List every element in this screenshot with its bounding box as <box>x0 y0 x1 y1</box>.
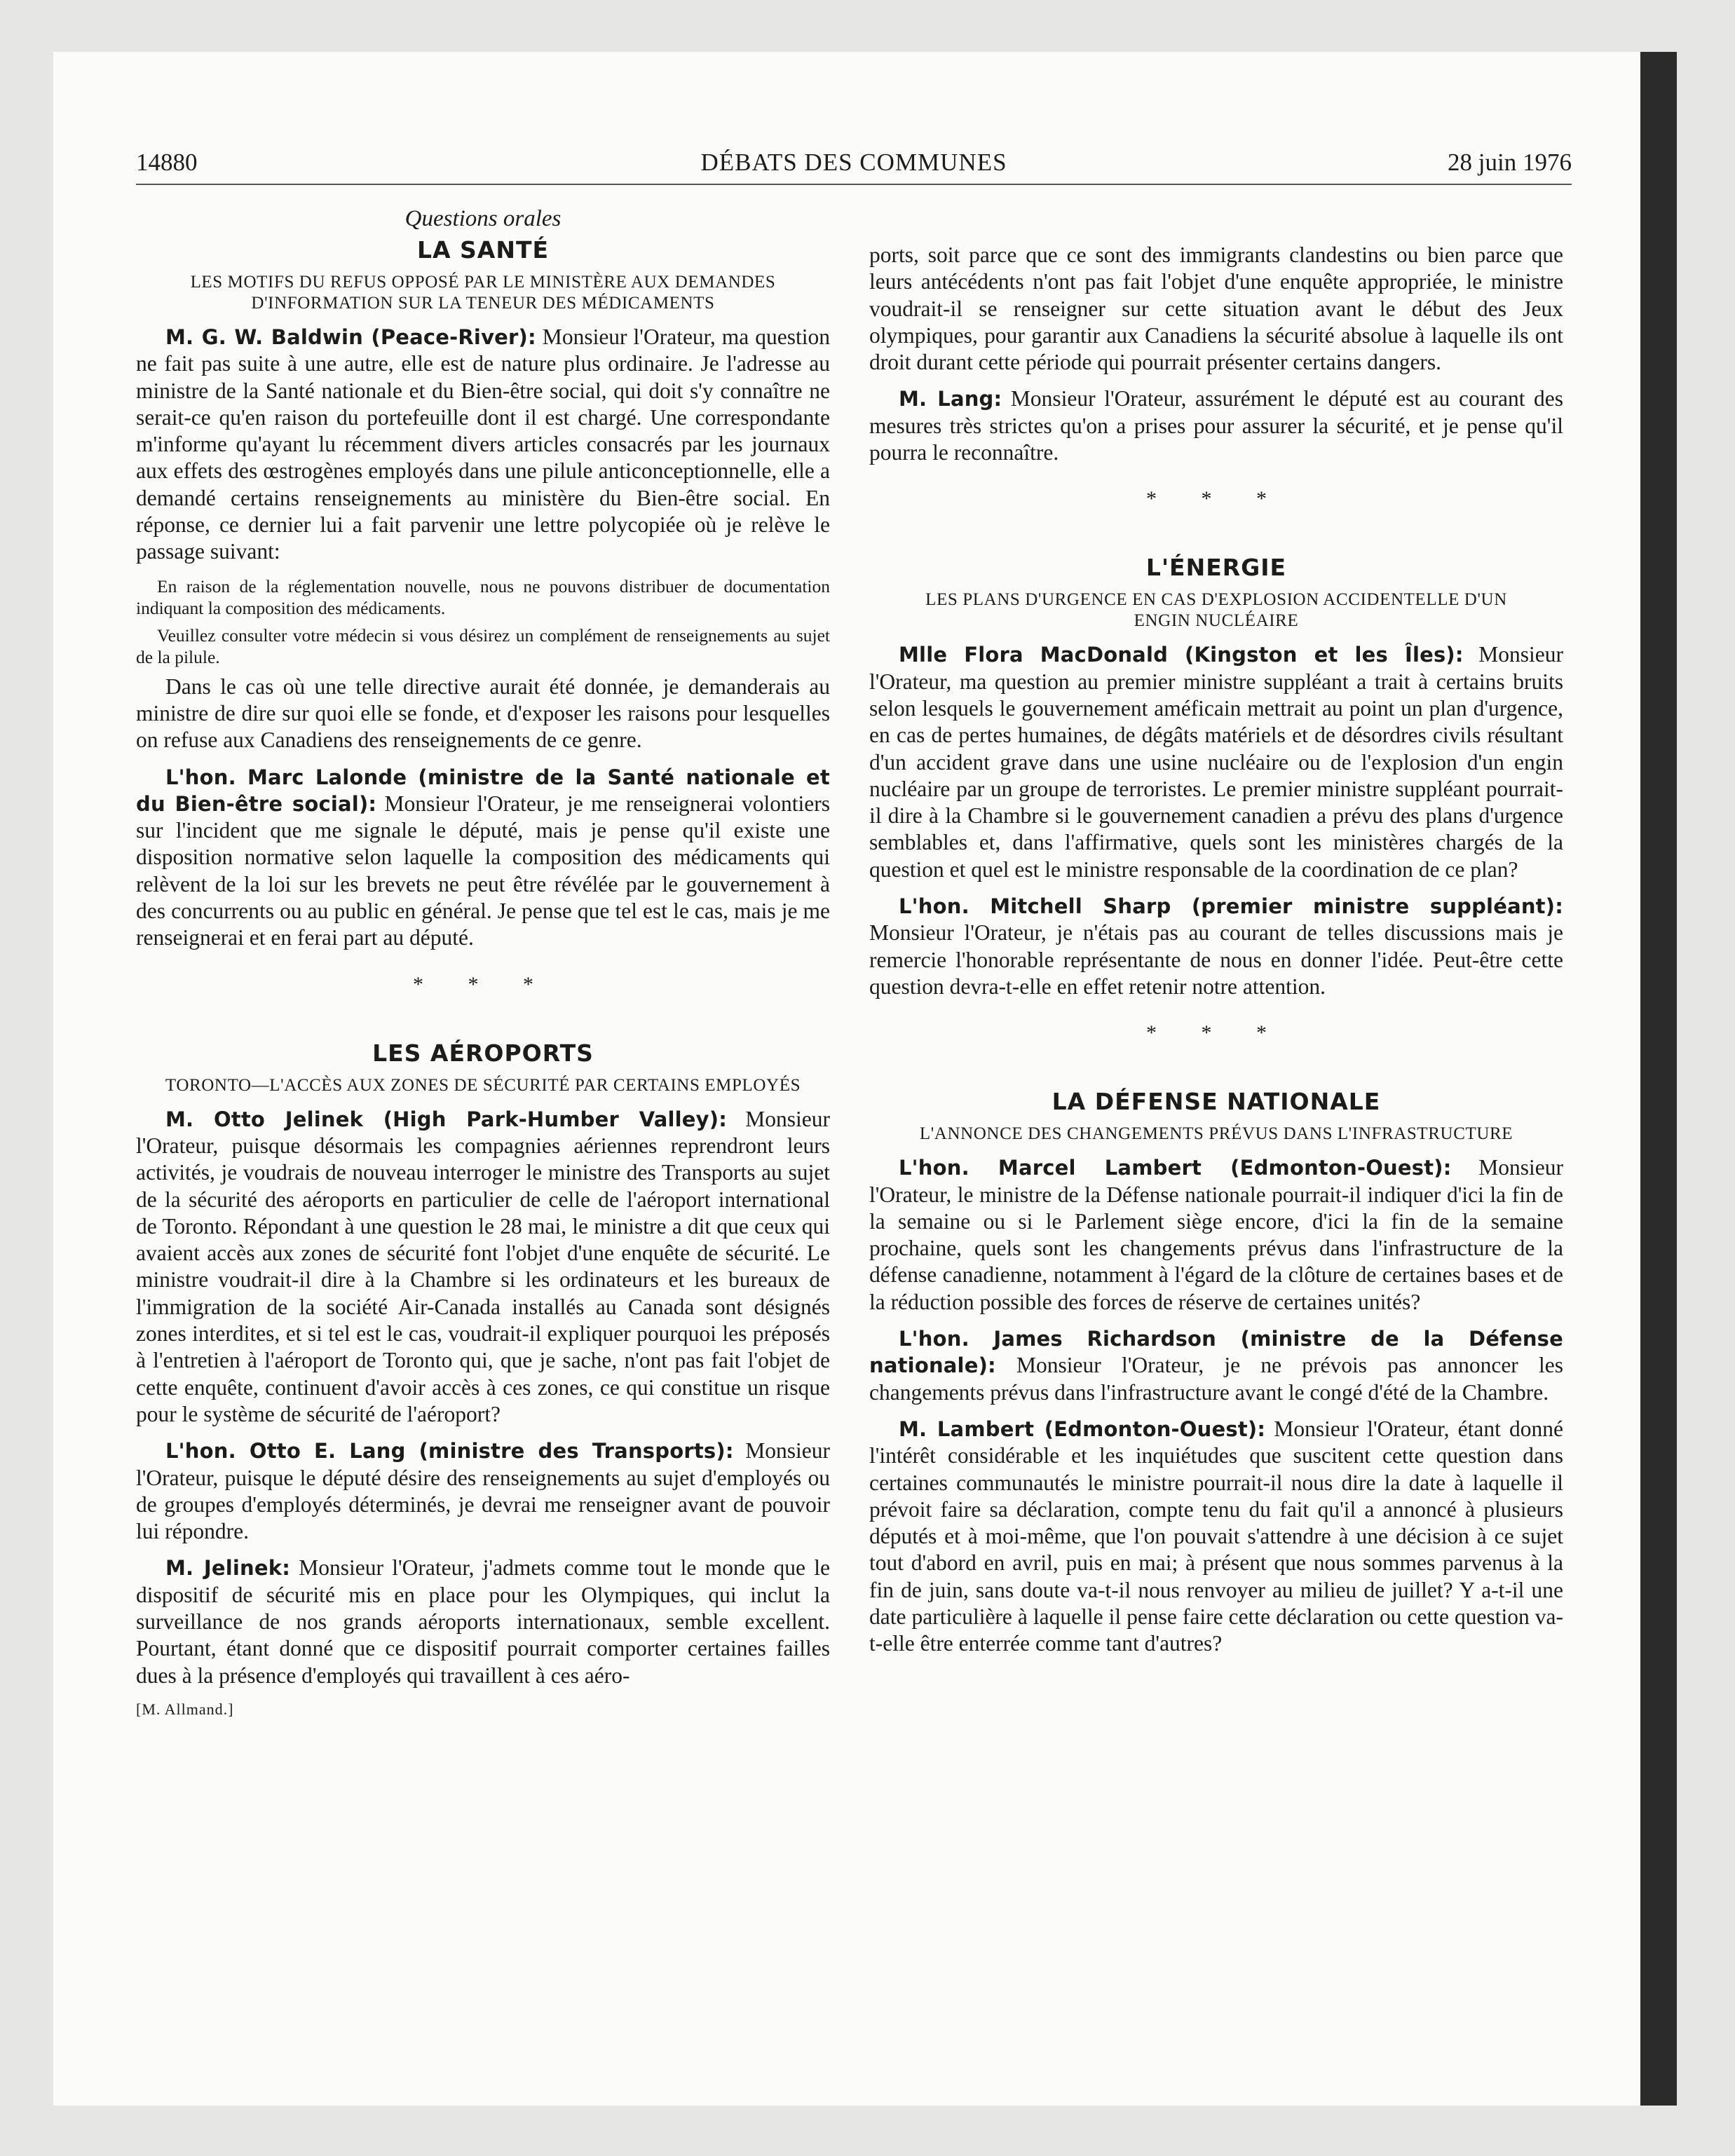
section-title: LA SANTÉ <box>416 236 550 264</box>
speech-paragraph: ports, soit parce que ce sont des immigrants clandestins ou bien parce que leurs antécédents n'ont pas fait l'objet d'une enquête appropriée, le ministre voudrait-il se renseigner sur cette situation avant le début des Jeux olympiques, pour garantir aux Canadiens la sécurité absolue à laquelle ils ont droit durant cette période qui pourrait présenter certains dangers. <box>869 243 1563 375</box>
speech-text: Monsieur l'Orateur, je ne prévois pas annoncer les changements prévus dans l'infrastructure avant le congé d'été de la Chambre. <box>869 1353 1563 1405</box>
section-separator: * * * <box>413 972 553 996</box>
speaker-name: M. G. W. Baldwin (Peace-River): <box>165 325 536 349</box>
quoted-passage: En raison de la réglementation nouvelle, nous ne pouvons distribuer de documentation indiquant la composition des médicaments. <box>136 575 830 618</box>
speech-text: Monsieur l'Orateur, étant donné l'intérêt considérable et les inquiétudes que suscitent cette question dans certaines communautés le ministre pourrait-il nous dire la date à laquelle il prévoit faire sa déclaration, compte tenu du fait qu'il a annoncé à plusieurs députés et à moi-même, que l'on pouvait s'attendre à une décision à ce sujet tout d'abord en avril, puis en mai; à présent que nous sommes parvenus à la fin de juin, sans doute va-t-il nous renvoyer au milieu de juillet? Y a-t-il une date particulière à laquelle il pense faire cette déclaration ou cette question va-t-elle être enterrée comme tant d'autres? <box>869 1416 1563 1656</box>
speaker-name: L'hon. James Richardson (ministre de la Défense nationale): <box>869 1327 1563 1378</box>
section-subtitle: L'ANNONCE DES CHANGEMENTS PRÉVUS DANS L'INFRASTRUCTURE <box>919 1124 1513 1144</box>
section-sante <box>136 236 830 952</box>
speech-text: Monsieur l'Orateur, j'admets comme tout le monde que le dispositif de sécurité mis en place pour les Olympiques, qui inclut la surveillance de nos grands aéroports internationaux, semble excellent. Pourtant, étant donné que ce dispositif pourrait comporter certaines failles dues à la présence d'employés qui travaillent à ces aéro- <box>136 1555 830 1688</box>
speech-paragraph <box>869 641 1563 883</box>
speech-paragraph <box>136 764 830 952</box>
publication-date: 28 juin 1976 <box>1448 149 1572 176</box>
speaker-name: L'hon. Marc Lalonde (ministre de la Santé nationale et du Bien-être social): <box>136 765 830 816</box>
section-subtitle: LES PLANS D'URGENCE EN CAS D'EXPLOSION ACCIDENTELLE D'UN ENGIN NUCLÉAIRE <box>925 590 1507 631</box>
binding-edge <box>1640 52 1677 2106</box>
speech-text: Monsieur l'Orateur, ma question ne fait pas suite à une autre, elle est de nature plus ordinaire. Je l'adresse au ministre de la Santé nationale et du Bien-être social, qui doit s'y connaître ne serait-ce qu'en raison du portefeuille dont il est chargé. Une correspondante m'informe qu'ayant lu récemment divers articles consacrés par les journaux aux effets des œstrogènes employés dans une pilule anticonceptionnelle, elle a demandé certains renseignements au ministère du Bien-être social. En réponse, ce dernier lui a fait parvenir une lettre polycopiée où je relève le passage suivant: <box>136 325 831 564</box>
speaker-name: M. Jelinek: <box>165 1556 291 1581</box>
section-title: L'ÉNERGIE <box>1145 554 1287 582</box>
section-energie <box>869 553 1563 1000</box>
speech-paragraph <box>136 1438 830 1545</box>
speech-paragraph <box>869 386 1563 466</box>
section-separator: * * * <box>1146 487 1286 511</box>
speech-text: Monsieur l'Orateur, je n'étais pas au courant de telles discussions mais je remercie l'honorable représentante de nous en donner l'idée. Peut-être cette question devra-t-elle en effet retenir notre attention. <box>869 920 1563 999</box>
speaker-name: M. Lambert (Edmonton-Ouest): <box>899 1417 1266 1441</box>
speech-paragraph <box>869 1416 1563 1658</box>
speaker-name: M. Otto Jelinek (High Park-Humber Valley): <box>165 1107 727 1131</box>
section-separator: * * * <box>1146 1021 1286 1045</box>
speech-paragraph <box>869 893 1563 1000</box>
speaker-name: L'hon. Marcel Lambert (Edmonton-Ouest): <box>899 1156 1452 1180</box>
section-aeroports <box>136 1039 830 1689</box>
section-kicker: Questions orales <box>404 206 562 231</box>
speech-text: Monsieur l'Orateur, je me renseignerai volontiers sur l'incident que me signale le député, mais je pense qu'il existe une disposition normative selon laquelle la composition des médicaments qui relèvent de la loi sur les brevets ne peut être révélée par le gouvernement à des concurrents ou au public en général. Je pense que tel est le cas, mais je me renseignerai et en ferai part au député. <box>136 791 831 950</box>
speech-paragraph <box>869 1325 1563 1406</box>
speech-paragraph: Dans le cas où une telle directive aurait été donnée, je demanderais au ministre de dire sur quoi elle se fonde, et d'exposer les raisons pour lesquelles on refuse aux Canadiens des renseignements de ce genre. <box>136 674 830 753</box>
section-subtitle: TORONTO—L'ACCÈS AUX ZONES DE SÉCURITÉ PAR CERTAINS EMPLOYÉS <box>165 1075 801 1095</box>
section-title: LES AÉROPORTS <box>372 1039 594 1067</box>
speaker-name: L'hon. Mitchell Sharp (premier ministre suppléant): <box>899 894 1563 919</box>
section-title: LA DÉFENSE NATIONALE <box>1052 1088 1381 1116</box>
speech-text: Monsieur l'Orateur, ma question au premier ministre suppléant a trait à certains bruits selon lesquels le gouvernement améficain mettrait au point un plan d'urgence, en cas de pertes humaines, de dégâts matériels et de désordres civils résultant d'un accident grave dans une usine nucléaire ou de l'explosion d'un engin nucléaire par un groupe de terroristes. Le premier ministre suppléant pourrait-il dire à la Chambre si le gouvernement canadien a prévu des plans d'urgence semblables et, dans l'affirmative, quels sont les ministères chargés de la question et quel est le ministre responsable de la coordination de ce plan? <box>869 642 1563 882</box>
speech-text: Monsieur l'Orateur, puisque le député désire des renseignements au sujet d'employés ou de groupes d'employés déterminés, je devrai me renseigner avant de pouvoir lui répondre. <box>136 1438 830 1544</box>
section-defense <box>869 1087 1563 1657</box>
speech-paragraph <box>136 324 830 566</box>
speaker-name: Mlle Flora MacDonald (Kingston et les Îles): <box>899 643 1464 667</box>
speaker-name: M. Lang: <box>899 387 1002 411</box>
page-header <box>136 147 1572 185</box>
speech-text: Monsieur l'Orateur, assurément le député est au courant des mesures très strictes qu'on a prises pour assurer la sécurité, et je pense qu'il pourra le reconnaître. <box>869 386 1564 465</box>
left-column <box>136 202 830 1719</box>
right-column <box>869 242 1563 1667</box>
footer-note: [M. Allmand.] <box>136 1700 234 1718</box>
speech-paragraph <box>136 1106 830 1428</box>
section-subtitle: LES MOTIFS DU REFUS OPPOSÉ PAR LE MINISTÈRE AUX DEMANDES D'INFORMATION SUR LA TENEUR DES MÉDICAMENTS <box>190 273 776 313</box>
quoted-passage: Veuillez consulter votre médecin si vous désirez un complément de renseignements au sujet de la pilule. <box>136 625 830 667</box>
speech-paragraph <box>869 1154 1563 1316</box>
speech-text: Monsieur l'Orateur, puisque désormais les compagnies aériennes reprendront leurs activités, je voudrais de nouveau interroger le ministre des Transports au sujet de la sécurité des aéroports en particulier de celle de l'aéroport international de Toronto. Répondant à une question le 28 mai, le ministre a dit que ceux qui avaient accès aux zones de sécurité font l'objet d'une enquête de sécurité. Le ministre voudrait-il dire à la Chambre si les ordinateurs et les bureaux de l'immigration de la société Air-Canada installés au Canada sont désignés zones interdites, et si tel est le cas, voudrait-il expliquer pourquoi les préposés à l'entretien à l'aéroport de Toronto qui, que je sache, n'ont pas fait l'objet de cette enquête, continuent d'avoir accès à ces zones, ce qui constitue un risque pour le système de sécurité de l'aéroport? <box>136 1106 830 1426</box>
page-number: 14880 <box>136 149 198 176</box>
speech-text: Monsieur l'Orateur, le ministre de la Défense nationale pourrait-il indiquer d'ici la fin de la semaine ou si le Parlement siège encore, d'ici la fin de la semaine prochaine, quels sont les changements prévus dans l'infrastructure de la défense canadienne, notamment à l'égard de la clôture de certaines bases et de la réduction possible des forces de réserve de certaines unités? <box>869 1155 1563 1314</box>
speech-paragraph <box>136 1555 830 1688</box>
speaker-name: L'hon. Otto E. Lang (ministre des Transports): <box>165 1439 734 1464</box>
publication-title: DÉBATS DES COMMUNES <box>700 149 1007 176</box>
